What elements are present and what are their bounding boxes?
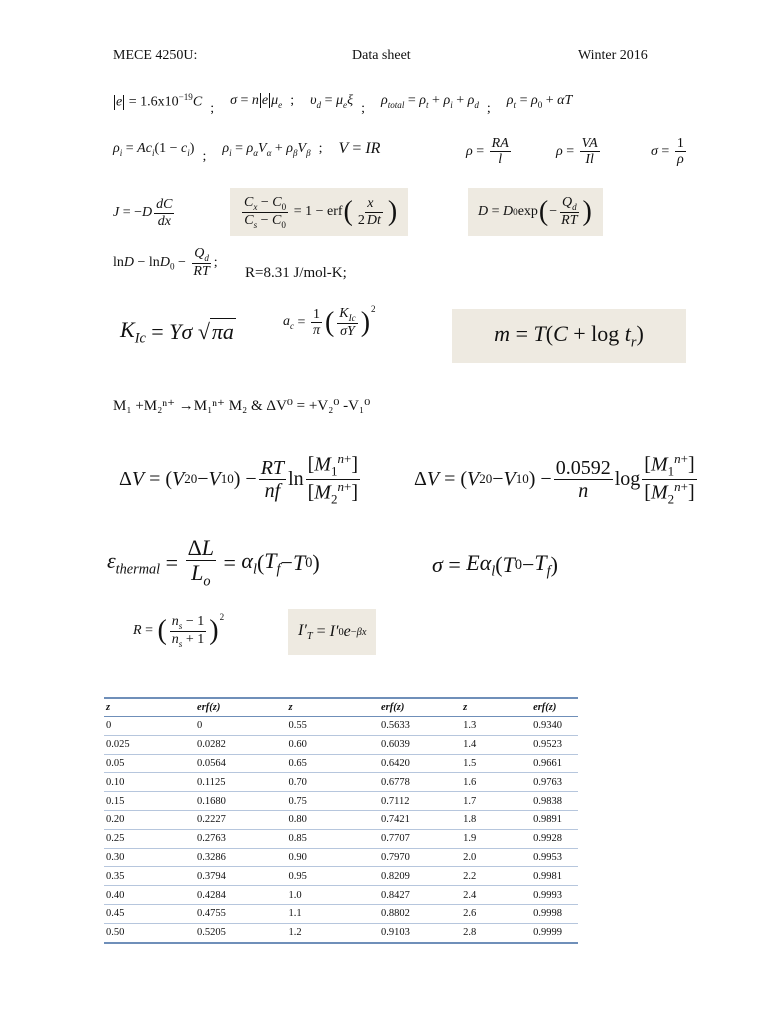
table-cell: 2.8 — [463, 927, 477, 939]
table-cell: 0.45 — [106, 908, 125, 920]
table-cell: 0.9838 — [533, 795, 562, 807]
table-cell: 1.7 — [463, 795, 477, 807]
table-cell: 2.6 — [463, 908, 477, 920]
table-cell: 0.15 — [106, 795, 125, 807]
column-header: z — [463, 702, 468, 713]
table-cell: 2.0 — [463, 851, 477, 863]
equation-critical-crack: $a_c$ = $\frac{1}{\pi}$ ( $\frac{K_{Ic}}{\sigma Y}$ ) $^2$ — [283, 303, 376, 339]
table-cell: 0.9103 — [381, 927, 410, 939]
table-cell: 0.30 — [106, 851, 125, 863]
table-cell: 0.25 — [106, 833, 125, 845]
equation-diffusivity: D = D 0 exp ( − $\frac{Q_d}{RT}$ ) — [468, 188, 603, 236]
equation-sigma-inverse: σ = $\frac{1}{\rho}$ — [651, 136, 684, 168]
table-cell: 0.6420 — [381, 757, 410, 769]
equation-row-resistivity: $\rho_i = Ac_i(1 - c_i)$ ; $\rho_i = \rho_\alpha V_\alpha + \rho_\beta V_\beta$ ; V = IR — [113, 140, 381, 164]
equation-attenuation: $I'_T$ = I′ 0 e −βx — [288, 609, 376, 655]
erf-table — [104, 697, 578, 944]
equation-rho-ra: ρ = $\frac{RA}{l}$ — [466, 136, 509, 168]
table-cell: 0.8802 — [381, 908, 410, 920]
table-row — [104, 886, 578, 905]
equation-larson-miller: $m = T(C + \log t_r)$ — [452, 309, 686, 363]
gas-constant: R=8.31 J/mol-K; — [245, 265, 347, 281]
table-cell: 0.7112 — [381, 795, 410, 807]
equation-row-charge: $e = 1.6x10^{-19}C$ ; σ = n e $\mu_e$ ; $\upsilon_d = \mu_e\xi$ ; $\rho_{total} = \rho_t + \rho_i + \rho_d$ ; $\rho_t = \rho_0 + \alpha T$ — [116, 92, 573, 117]
table-row — [104, 810, 578, 829]
erf-table-header — [104, 698, 578, 717]
table-cell: 0.9891 — [533, 814, 562, 826]
table-cell: 0.0564 — [197, 757, 226, 769]
equation-fracture-toughness: $K_{Ic}$ = Yσ √πa — [120, 316, 234, 347]
equation-ln-diffusivity: lnD − lnD$_0$ − $\frac{Q_d}{RT}$ ; — [113, 246, 218, 279]
table-cell: 0.1680 — [197, 795, 226, 807]
table-cell: 0.7970 — [381, 851, 410, 863]
equation-nernst-log: Δ V = ( V 2 0 − V 1 0 ) − $\frac{0.0592}{n}$ log $\frac{[M_1^{n+}]}{[M_2^{n+}]}$ — [414, 451, 695, 507]
table-row — [104, 717, 578, 736]
table-cell: 0.2763 — [197, 833, 226, 845]
table-row — [104, 904, 578, 923]
table-cell: 0.9928 — [533, 833, 562, 845]
equation-rho-va: ρ = $\frac{VA}{Il}$ — [556, 136, 598, 168]
table-cell: 0.5205 — [197, 927, 226, 939]
table-row — [104, 923, 578, 942]
table-row — [104, 792, 578, 811]
table-cell: 0.8209 — [381, 870, 410, 882]
table-cell: 1.2 — [288, 927, 302, 939]
table-cell: 0.80 — [288, 814, 307, 826]
table-cell: 0.8427 — [381, 889, 410, 901]
table-cell: 0.9763 — [533, 776, 562, 788]
column-header: erf(z) — [197, 702, 221, 713]
table-cell: 0.90 — [288, 851, 307, 863]
table-cell: 0.50 — [106, 927, 125, 939]
table-cell: 0.2227 — [197, 814, 226, 826]
table-cell: 0.9981 — [533, 870, 562, 882]
table-cell: 0.9998 — [533, 908, 562, 920]
table-row — [104, 754, 578, 773]
table-cell: 0.10 — [106, 776, 125, 788]
table-cell: 0.7707 — [381, 833, 410, 845]
page-title: Data sheet — [352, 48, 411, 63]
table-cell: 0.70 — [288, 776, 307, 788]
table-cell: 0.0282 — [197, 739, 226, 751]
table-row — [104, 773, 578, 792]
table-cell: 0.95 — [288, 870, 307, 882]
table-cell: 0 — [106, 720, 112, 732]
table-cell: 0.3794 — [197, 870, 226, 882]
table-cell: 0.4755 — [197, 908, 226, 920]
table-row — [104, 735, 578, 754]
column-header: z — [288, 702, 293, 713]
table-cell: 0.35 — [106, 870, 125, 882]
table-cell: 1.3 — [463, 720, 477, 732]
table-cell: 0.6039 — [381, 739, 410, 751]
column-header: erf(z) — [533, 702, 557, 713]
table-cell: 0.9340 — [533, 720, 562, 732]
table-cell: 0.9999 — [533, 927, 562, 939]
table-cell: 0.9661 — [533, 757, 562, 769]
table-cell: 1.0 — [288, 889, 302, 901]
table-cell: 0.05 — [106, 757, 125, 769]
table-cell: 0.3286 — [197, 851, 226, 863]
galvanic-reaction: M₁ +M₂ⁿ⁺ →M₁ⁿ⁺ M₂ & ΔV⁰ = +V₂⁰ -V₁⁰ — [113, 398, 371, 414]
equation-thermal-stress: σ = $E\alpha_l$ ( T 0 − $T_f$ ) — [432, 550, 558, 580]
equation-fick-second: $\frac{C_x - C_0}{C_s - C_0}$ = 1 − erf ( $\frac{x}{2 Dt}$ ) — [230, 188, 408, 236]
table-cell: 0.025 — [106, 739, 130, 751]
table-cell: 0.40 — [106, 889, 125, 901]
table-row — [104, 829, 578, 848]
table-cell: 0.6778 — [381, 776, 410, 788]
course-code: MECE 4250U: — [113, 48, 198, 63]
table-cell: 0.9953 — [533, 851, 562, 863]
table-cell: 0.75 — [288, 795, 307, 807]
column-header: erf(z) — [381, 702, 405, 713]
table-cell: 0.55 — [288, 720, 307, 732]
term: Winter 2016 — [578, 48, 648, 63]
equation-reflectivity: R = ( $\frac{n_s - 1}{n_s + 1}$ ) $^2$ — [133, 612, 225, 649]
table-cell: 0.9993 — [533, 889, 562, 901]
table-cell: 2.4 — [463, 889, 477, 901]
table-cell: 0.60 — [288, 739, 307, 751]
table-cell: 1.5 — [463, 757, 477, 769]
table-cell: 0.20 — [106, 814, 125, 826]
table-cell: 0.9523 — [533, 739, 562, 751]
table-cell: 0.5633 — [381, 720, 410, 732]
table-cell: 1.4 — [463, 739, 477, 751]
table-cell: 1.1 — [288, 908, 302, 920]
table-cell: 0.85 — [288, 833, 307, 845]
equation-fick-first: J = − D $\frac{dC}{dx}$ — [113, 197, 173, 229]
equation-thermal-strain: $\varepsilon_{thermal}$ = $\frac{\Delta L}{L_o}$ = $\alpha_l$ ( $T_f$ − T 0 ) — [107, 535, 320, 590]
table-cell: 0.7421 — [381, 814, 410, 826]
table-row — [104, 848, 578, 867]
table-cell: 1.6 — [463, 776, 477, 788]
table-cell: 0.4284 — [197, 889, 226, 901]
column-header: z — [106, 702, 111, 713]
table-cell: 1.9 — [463, 833, 477, 845]
table-cell: 2.2 — [463, 870, 477, 882]
table-row — [104, 867, 578, 886]
table-cell: 0.65 — [288, 757, 307, 769]
equation-nernst: Δ V = ( V 2 0 − V 1 0 ) − $\frac{RT}{nf}$ ln $\frac{[M_1^{n+}]}{[M_2^{n+}]}$ — [119, 451, 358, 507]
table-cell: 0 — [197, 720, 203, 732]
table-cell: 0.1125 — [197, 776, 226, 788]
table-cell: 1.8 — [463, 814, 477, 826]
